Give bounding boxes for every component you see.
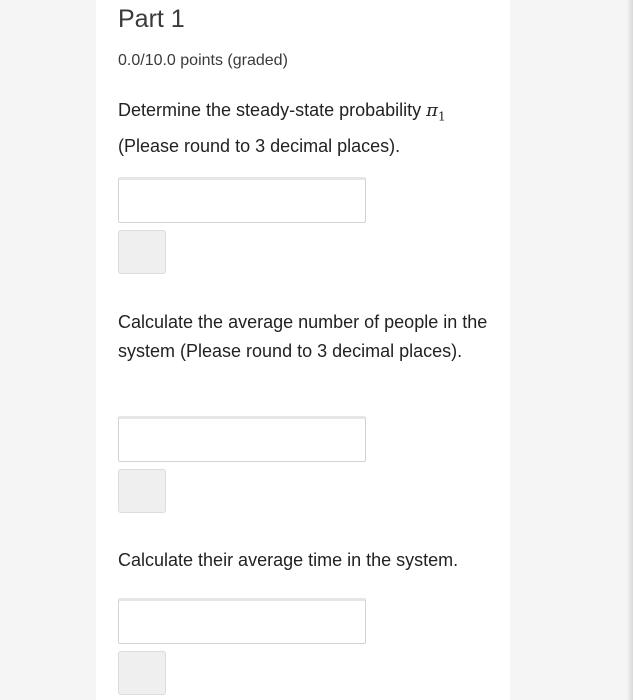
answer-input-2[interactable] — [118, 416, 366, 462]
question-3-text: Calculate their average time in the system. — [118, 550, 459, 570]
question-2-text: Calculate the average number of people in the system (Please round to 3 decimal places). — [118, 312, 488, 361]
submit-button-3[interactable] — [118, 651, 166, 695]
question-1-text-after: (Please round to 3 decimal places). — [118, 135, 401, 156]
submit-button-2[interactable] — [118, 469, 166, 513]
problem-card — [96, 0, 510, 700]
part-title: Part 1 — [118, 5, 185, 33]
page-edge-divider — [627, 0, 633, 700]
question-1-text-before: Determine the steady-state probability — [118, 100, 427, 120]
question-1-text — [118, 96, 488, 161]
pi-subscript: 1 — [438, 109, 446, 124]
pi-symbol: $\pi_1$ — [426, 100, 446, 124]
answer-input-1[interactable] — [118, 177, 366, 223]
points-status: 0.0/10.0 points (graded) — [118, 52, 288, 69]
submit-button-1[interactable] — [118, 230, 166, 274]
answer-input-3[interactable] — [118, 598, 366, 644]
